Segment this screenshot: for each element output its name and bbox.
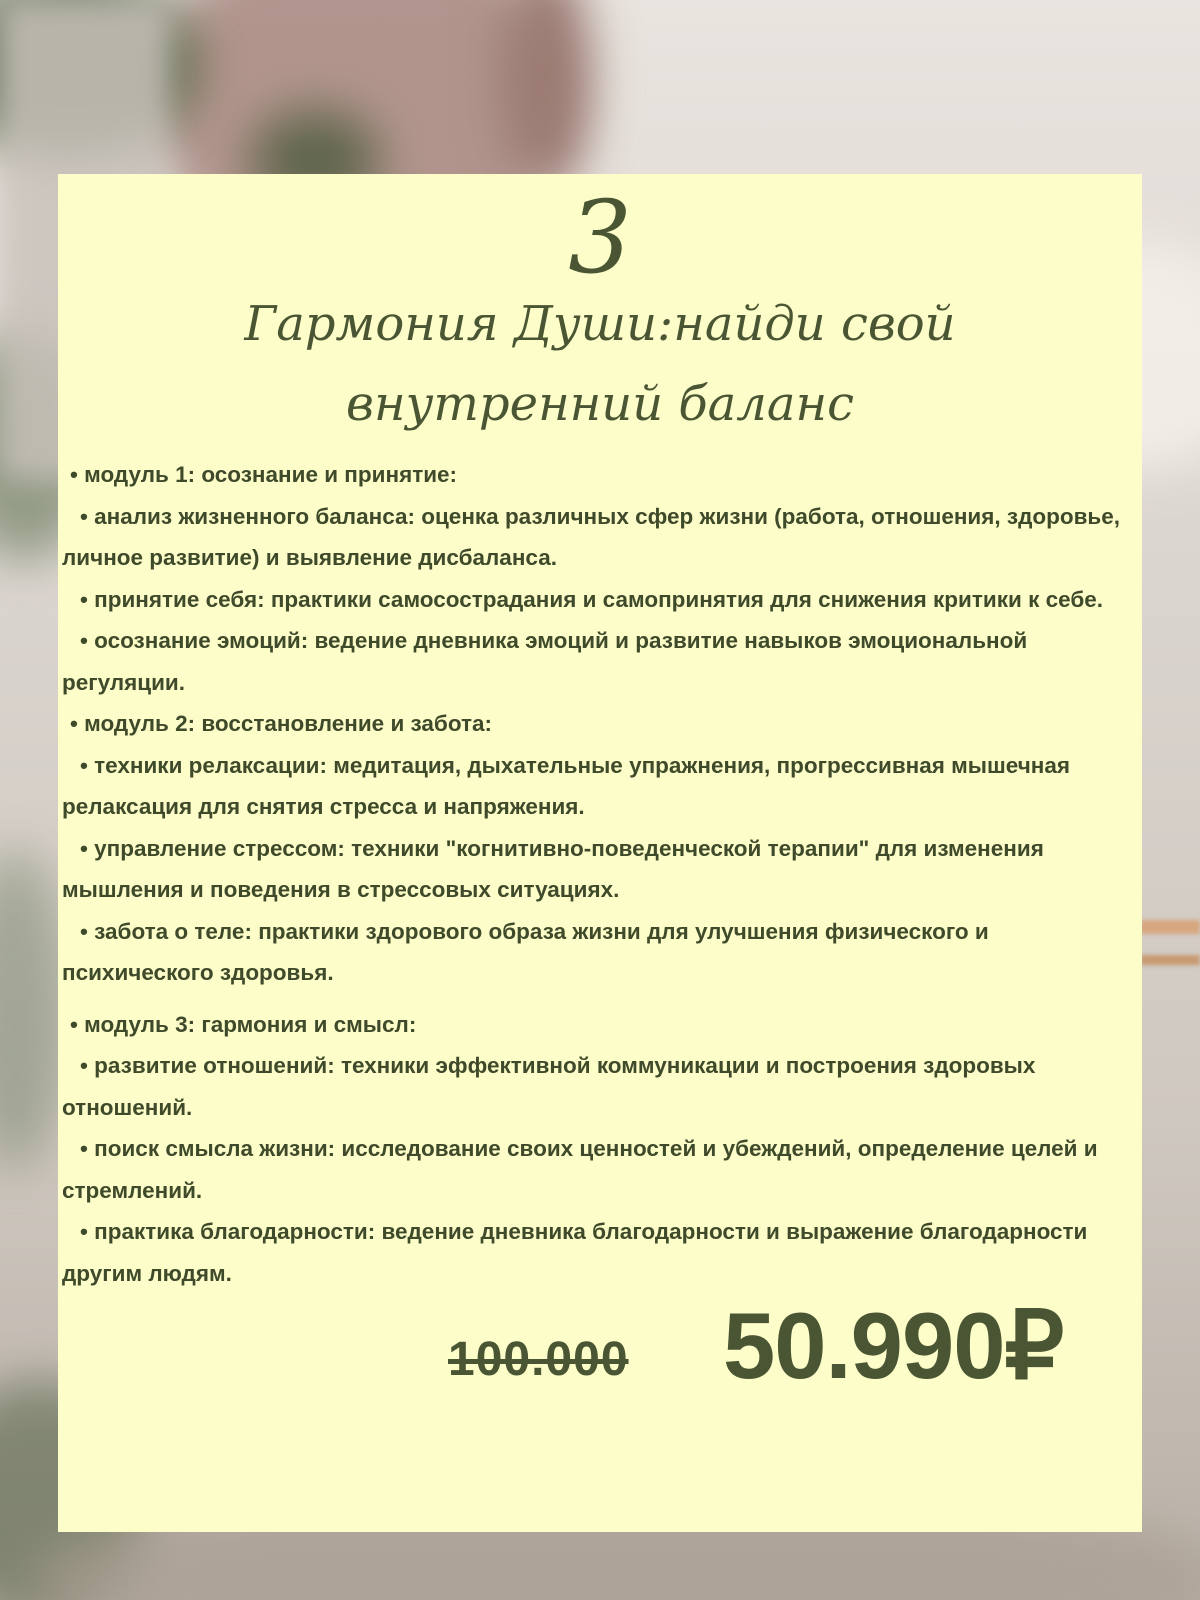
module-title: • модуль 2: восстановление и забота: bbox=[70, 711, 493, 736]
course-title bbox=[58, 284, 1142, 444]
module-item: • поиск смысла жизни: исследование своих ценностей и убеждений, определение целей и стремлений. bbox=[62, 1136, 1098, 1203]
course-number: 3 bbox=[568, 179, 632, 296]
course-card bbox=[58, 174, 1142, 1532]
spacer bbox=[62, 994, 1138, 1004]
module-item: • осознание эмоций: ведение дневника эмоций и развитие навыков эмоциональной регуляции. bbox=[62, 628, 1028, 695]
module-list bbox=[62, 454, 1138, 1294]
module-item: • принятие себя: практики самосострадания и самопринятия для снижения критики к себе. bbox=[80, 586, 1103, 612]
module-item: • развитие отношений: техники эффективной коммуникации и построения здоровых отношений. bbox=[62, 1053, 1036, 1120]
module-item: • забота о теле: практики здорового образа жизни для улучшения физического и психического здоровья. bbox=[62, 918, 989, 985]
module-title: • модуль 3: гармония и смысл: bbox=[70, 1011, 417, 1037]
course-title-line: внутренний баланс bbox=[346, 376, 854, 432]
module-item: • техники релаксации: медитация, дыхательные упражнения, прогрессивная мышечная релаксация для снятия стресса и напряжения. bbox=[62, 752, 1070, 819]
pencil-shape bbox=[1140, 920, 1200, 934]
new-price: 50.990₽ bbox=[723, 1293, 1064, 1398]
pencil-shape bbox=[1140, 955, 1200, 965]
course-title-line: Гармония Души:найди свой bbox=[244, 296, 956, 352]
module-item: • управление стрессом: техники "когнитивно-поведенческой терапии" для изменения мышления и поведения в стрессовых ситуациях. bbox=[62, 835, 1044, 902]
old-price: 100.000 bbox=[448, 1333, 629, 1386]
module-item: • практика благодарности: ведение дневника благодарности и выражение благодарности другим людям. bbox=[62, 1219, 1088, 1286]
module-title: • модуль 1: осознание и принятие: bbox=[70, 462, 458, 487]
module-item: • анализ жизненного баланса: оценка различных сфер жизни (работа, отношения, здоровье, личное развитие) и выявление дисбаланса. bbox=[62, 503, 1121, 570]
